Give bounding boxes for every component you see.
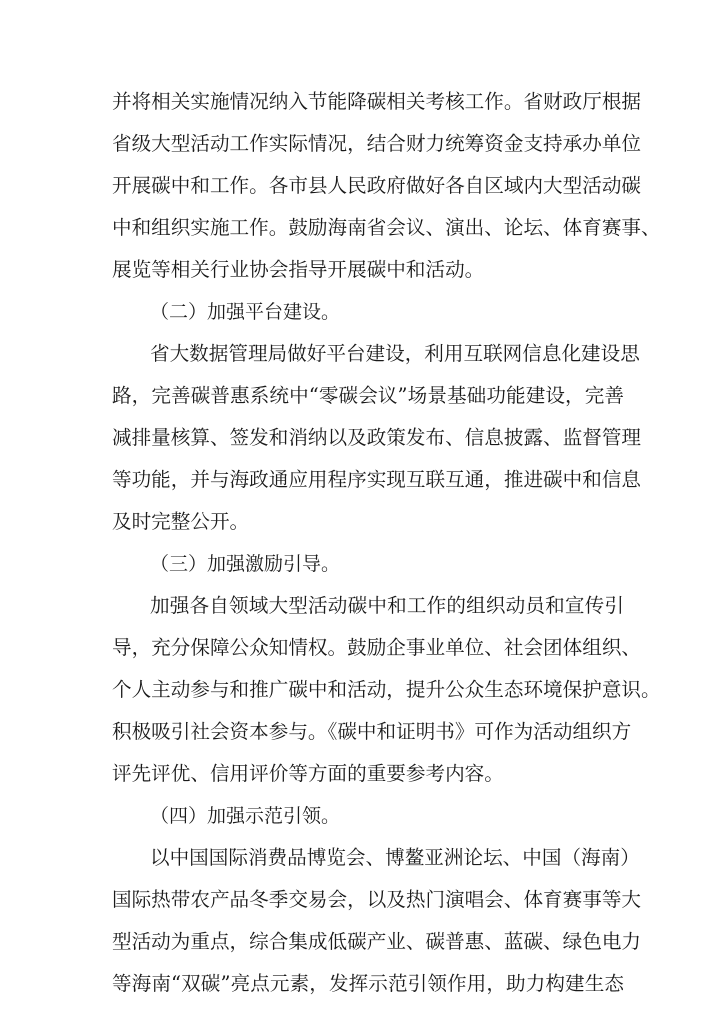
para3-line-2: 导，充分保障公众知情权。鼓励企事业单位、社会团体组织、 (112, 636, 642, 659)
para1-line-1: 并将相关实施情况纳入节能降碳相关考核工作。省财政厅根据 (112, 90, 642, 113)
section-heading-2: （二）加强平台建设。 (150, 301, 341, 323)
para2-line-1: 省大数据管理局做好平台建设，利用互联网信息化建设思 (150, 342, 640, 365)
para3-line-1: 加强各自领域大型活动碳中和工作的组织动员和宣传引 (150, 594, 624, 617)
para3-line-4: 积极吸引社会资本参与。《碳中和证明书》可作为活动组织方 (112, 720, 632, 743)
para2-line-3: 减排量核算、签发和消纳以及政策发布、信息披露、监督管理 (112, 426, 642, 449)
para4-line-2: 国际热带农产品冬季交易会，以及热门演唱会、体育赛事等大 (112, 888, 642, 911)
section-heading-3: （三）加强激励引导。 (150, 553, 341, 575)
para4-line-1: 以中国国际消费品博览会、博鳌亚洲论坛、中国（海南） (150, 846, 640, 869)
para2-line-4: 等功能，并与海政通应用程序实现互联互通，推进碳中和信息 (112, 468, 642, 491)
para1-line-4: 中和组织实施工作。鼓励海南省会议、演出、论坛、体育赛事、 (112, 216, 661, 239)
para2-line-2: 路，完善碳普惠系统中“零碳会议”场景基础功能建设，完善 (112, 384, 624, 407)
para4-line-3: 型活动为重点，综合集成低碳产业、碳普惠、蓝碳、绿色电力 (112, 930, 642, 953)
para1-line-5: 展览等相关行业协会指导开展碳中和活动。 (112, 258, 485, 281)
para3-line-5: 评先评优、信用评价等方面的重要参考内容。 (112, 762, 504, 785)
para1-line-2: 省级大型活动工作实际情况，结合财力统筹资金支持承办单位 (112, 132, 642, 155)
para1-line-3: 开展碳中和工作。各市县人民政府做好各自区域内大型活动碳 (112, 174, 642, 197)
para3-line-3: 个人主动参与和推广碳中和活动，提升公众生态环境保护意识。 (112, 678, 661, 701)
para2-line-5: 及时完整公开。 (112, 510, 250, 533)
section-heading-4: （四）加强示范引领。 (150, 805, 341, 827)
para4-line-4: 等海南“双碳”亮点元素，发挥示范引领作用，助力构建生态 (112, 972, 624, 995)
